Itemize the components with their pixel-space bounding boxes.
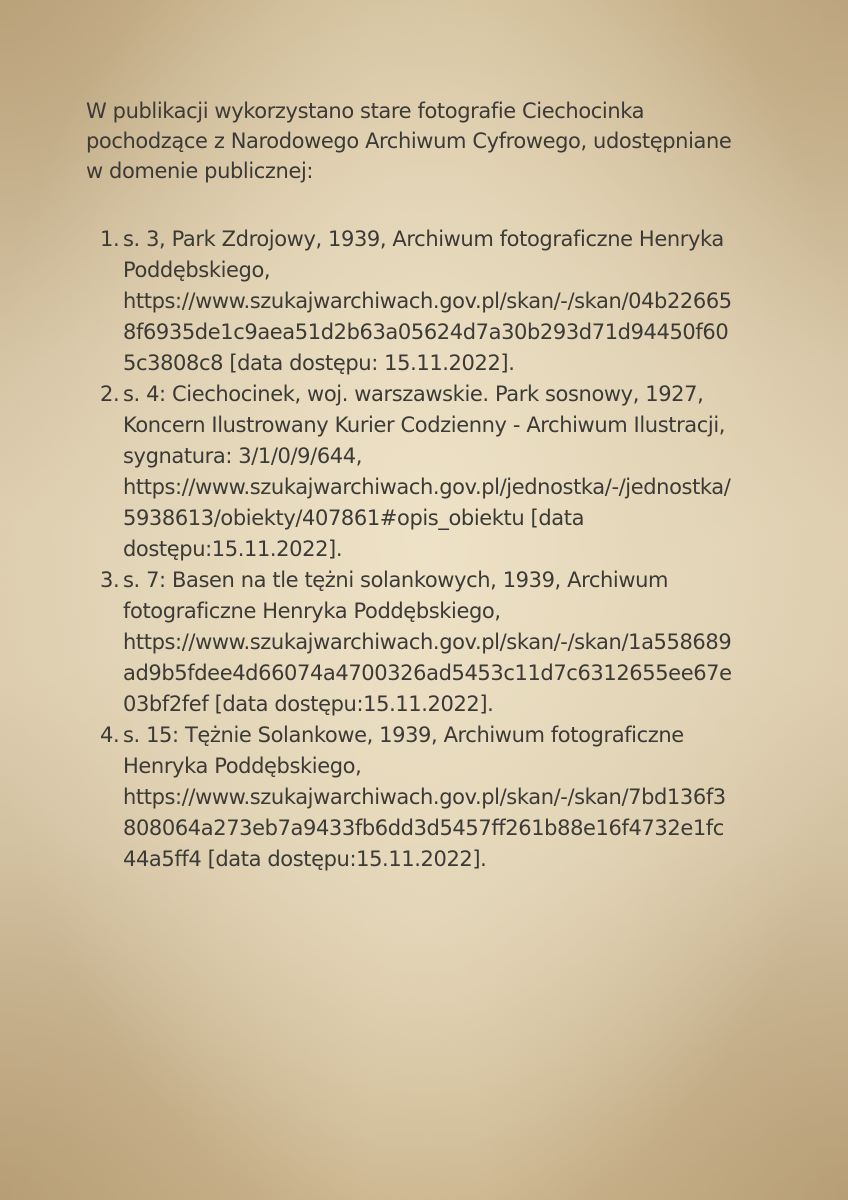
reference-line: sygnatura: 3/1/0/9/644,: [123, 444, 362, 468]
intro-paragraph: [86, 96, 756, 186]
reference-url-line: https://www.szukajwarchiwach.gov.pl/skan/-/skan/04b22665: [123, 289, 732, 313]
reference-line: s. 3, Park Zdrojowy, 1939, Archiwum fotograficzne Henryka: [123, 227, 724, 251]
reference-line: fotograficzne Henryka Poddębskiego,: [123, 599, 501, 623]
reference-line: s. 15: Tężnie Solankowe, 1939, Archiwum fotograficzne: [123, 723, 684, 747]
reference-number: 1.: [100, 227, 120, 251]
reference-number: 3.: [100, 568, 120, 592]
reference-list: [100, 224, 750, 875]
reference-line: Koncern Ilustrowany Kurier Codzienny - Archiwum Ilustracji,: [123, 413, 726, 437]
reference-url-line: https://www.szukajwarchiwach.gov.pl/jednostka/-/jednostka/: [123, 475, 731, 499]
reference-url-line: 808064a273eb7a9433fb6dd3d5457ff261b88e16f4732e1fc: [123, 816, 724, 840]
reference-item-2: [100, 379, 750, 565]
reference-url-line: https://www.szukajwarchiwach.gov.pl/skan/-/skan/7bd136f3: [123, 785, 726, 809]
reference-line: 03bf2fef [data dostępu:15.11.2022].: [123, 692, 494, 716]
reference-url-line: 8f6935de1c9aea51d2b63a05624d7a30b293d71d94450f60: [123, 320, 729, 344]
reference-number: 4.: [100, 723, 120, 747]
reference-number: 2.: [100, 382, 120, 406]
reference-item-4: [100, 720, 750, 875]
reference-url-line: https://www.szukajwarchiwach.gov.pl/skan/-/skan/1a558689: [123, 630, 732, 654]
intro-line: W publikacji wykorzystano stare fotografie Ciechocinka: [86, 99, 645, 123]
reference-line: 5c3808c8 [data dostępu: 15.11.2022].: [123, 351, 515, 375]
reference-url-line: ad9b5fdee4d66074a4700326ad5453c11d7c6312655ee67e: [123, 661, 732, 685]
reference-line: 44a5ff4 [data dostępu:15.11.2022].: [123, 847, 487, 871]
reference-line: s. 4: Ciechocinek, woj. warszawskie. Park sosnowy, 1927,: [123, 382, 704, 406]
reference-url-line: 5938613/obiekty/407861#opis_obiektu [data: [123, 506, 585, 530]
reference-item-3: [100, 565, 750, 720]
reference-line: Henryka Poddębskiego,: [123, 754, 362, 778]
reference-item-1: [100, 224, 750, 379]
intro-line: pochodzące z Narodowego Archiwum Cyfrowego, udostępniane: [86, 129, 732, 153]
intro-line: w domenie publicznej:: [86, 159, 314, 183]
reference-line: s. 7: Basen na tle tężni solankowych, 1939, Archiwum: [123, 568, 669, 592]
reference-line: dostępu:15.11.2022].: [123, 537, 343, 561]
reference-line: Poddębskiego,: [123, 258, 271, 282]
